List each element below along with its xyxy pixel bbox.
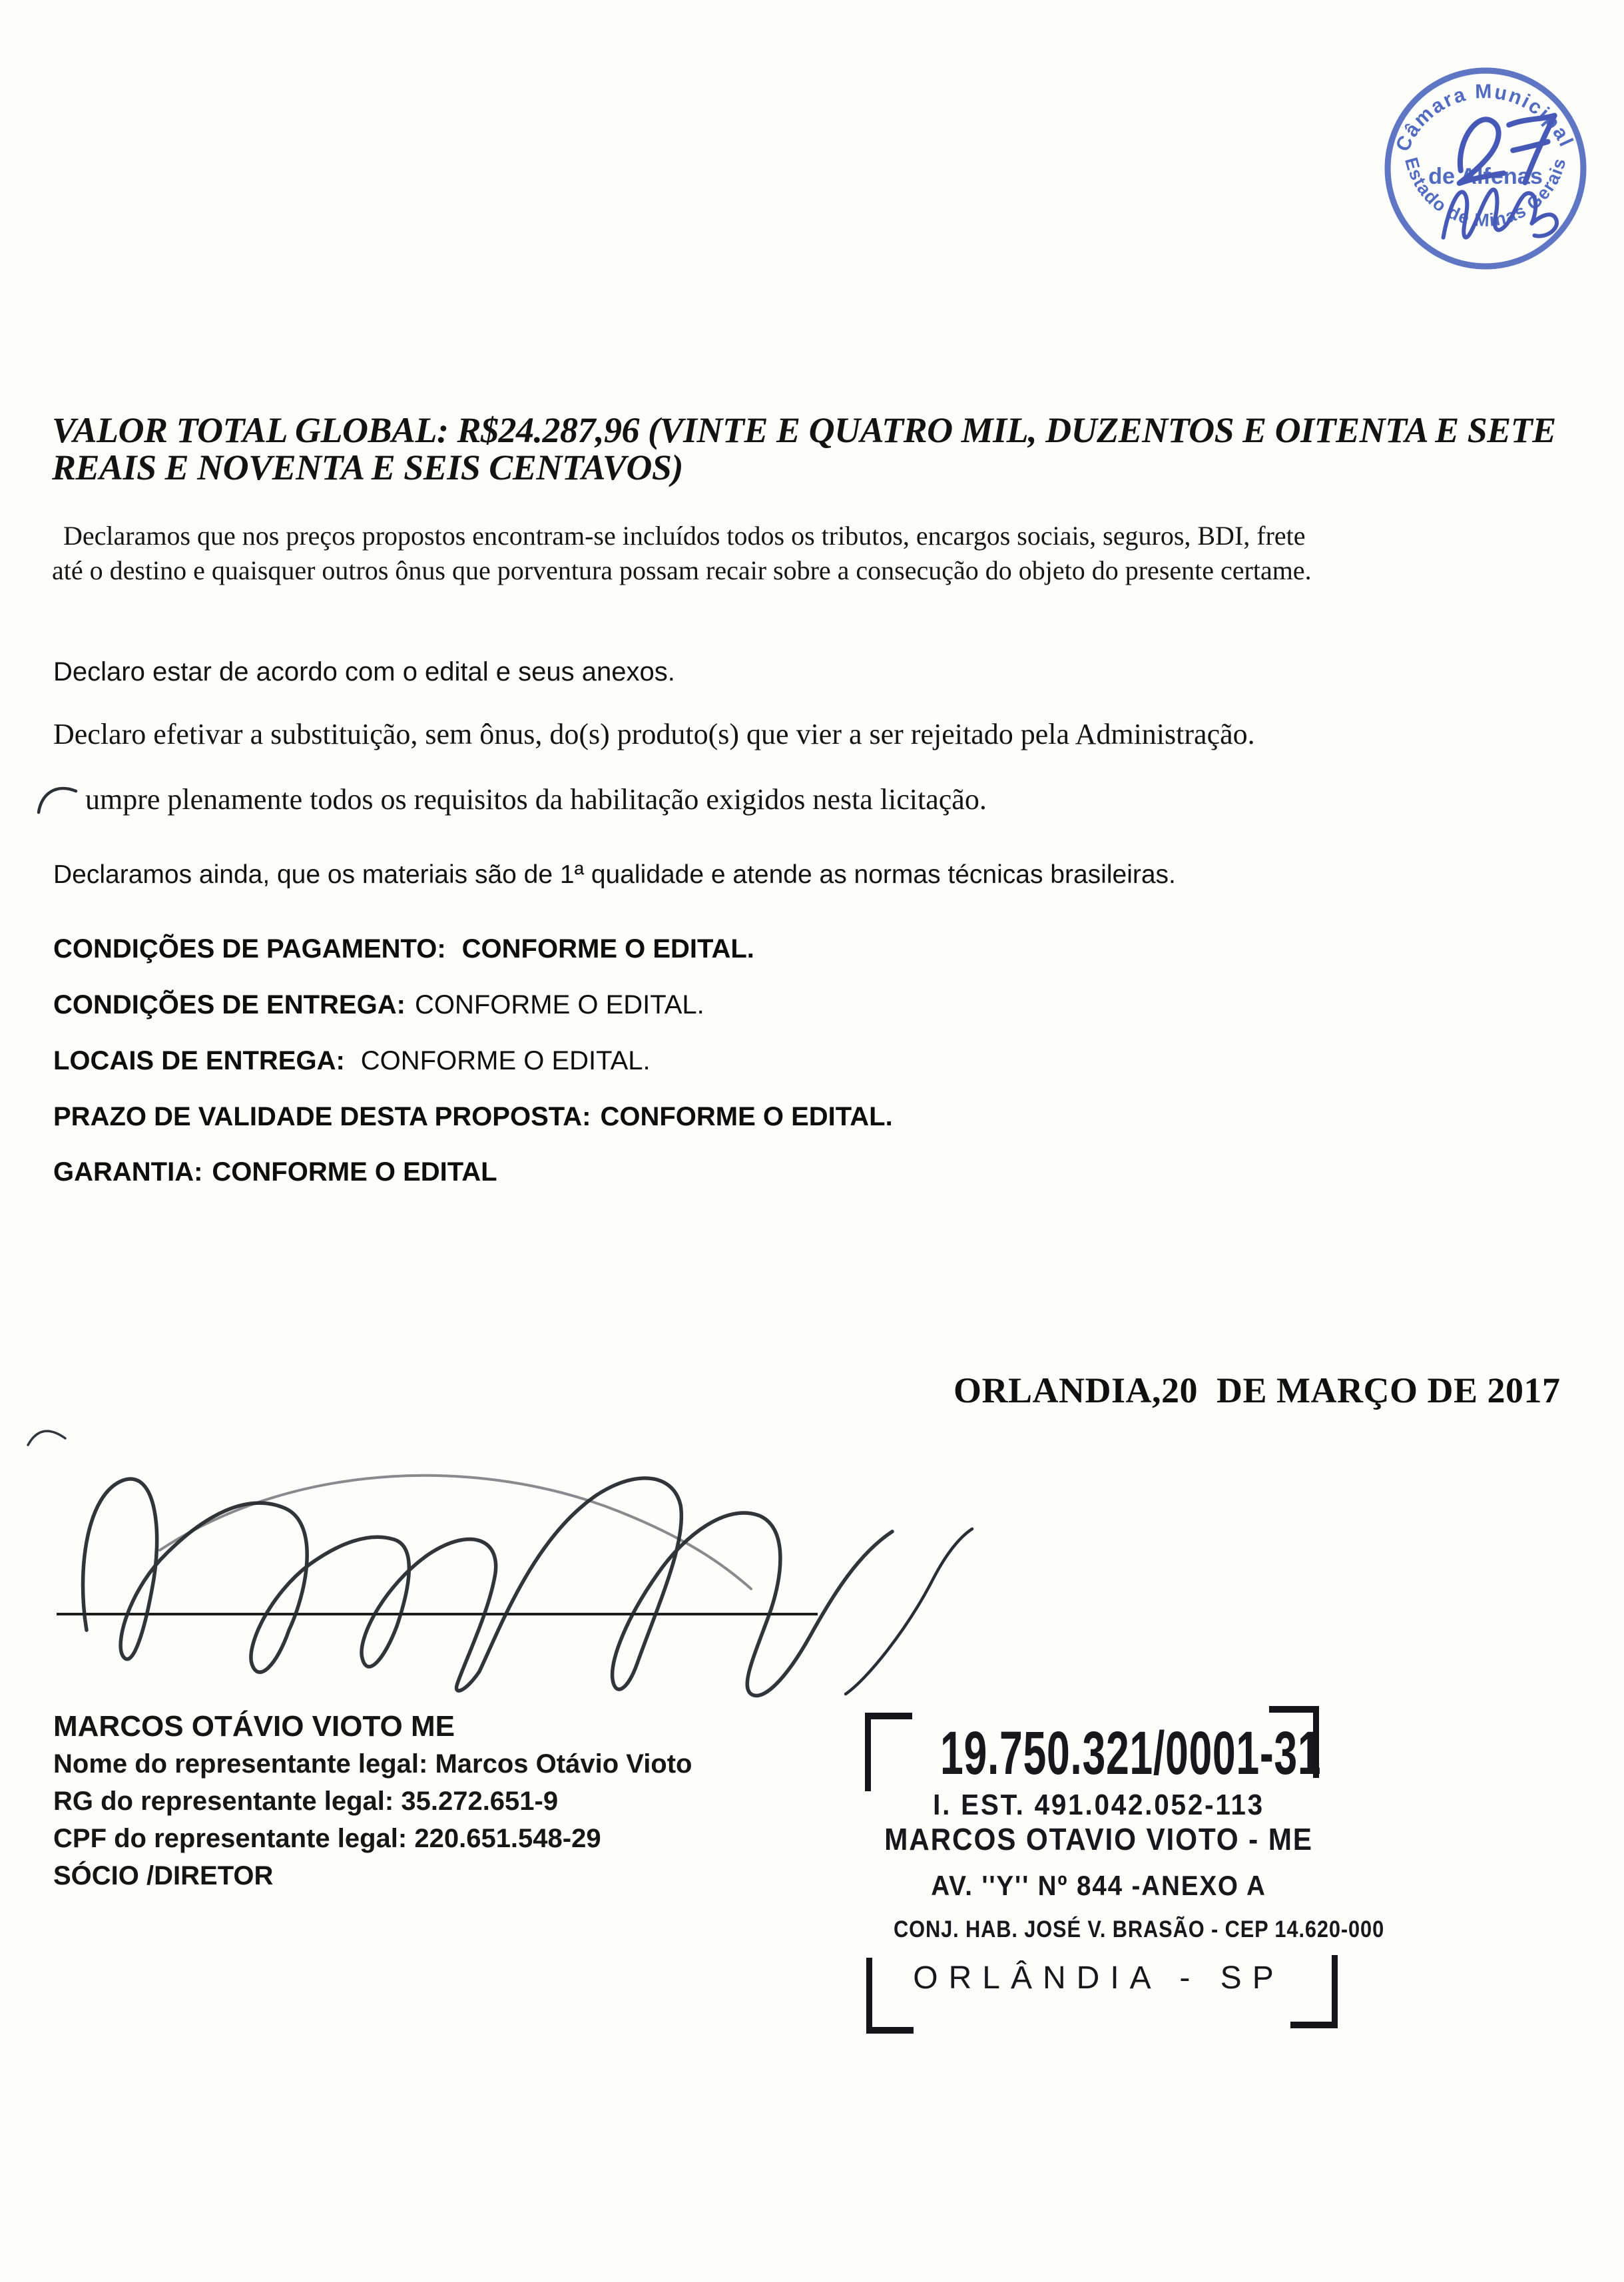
condition-label: GARANTIA: (53, 1157, 203, 1187)
condition-delivery-places (53, 1047, 651, 1075)
condition-value: CONFORME O EDITAL. (414, 990, 704, 1019)
stamp-top-text: Câmara Municipal (1392, 81, 1578, 155)
condition-label: CONDIÇÕES DE ENTREGA: (53, 990, 406, 1019)
condition-delivery-terms (53, 991, 704, 1019)
declaration-accept-edital: Declaro estar de acordo com o edital e seus anexos. (53, 657, 675, 687)
declaration-habilitation: umpre plenamente todos os requisitos da habilitação exigidos nesta licitação. (85, 783, 987, 816)
pen-stroke-c-mark (35, 778, 81, 818)
signatory-rg: RG do representante legal: 35.272.651-9 (53, 1787, 559, 1816)
city-date-line: ORLANDIA,20 DE MARÇO DE 2017 (953, 1370, 1561, 1410)
signatory-role: SÓCIO /DIRETOR (53, 1861, 274, 1890)
condition-value: CONFORME O EDITAL. (600, 1102, 893, 1131)
condition-validity (53, 1103, 893, 1131)
condition-label: CONDIÇÕES DE PAGAMENTO: (53, 934, 446, 964)
total-value-heading-line2: REAIS E NOVENTA E SEIS CENTAVOS) (52, 447, 683, 487)
condition-value: CONFORME O EDITAL. (360, 1046, 651, 1075)
handwritten-signature (20, 1417, 1019, 1703)
stamp-bottom-text: Estado de Minas Gerais (1401, 155, 1570, 231)
signatory-company-name: MARCOS OTÁVIO VIOTO ME (53, 1710, 455, 1743)
stamp-city-state: ORLÂNDIA - SP (913, 1960, 1284, 1996)
stamp-middle-text: de Alfenas (1428, 164, 1543, 190)
tax-declaration-line1: Declaramos que nos preços propostos encontram-se incluídos todos os tributos, encargos sociais, seguros, BDI, frete (63, 521, 1306, 551)
cnpj-number: 19.750.321/0001-31 (940, 1719, 1322, 1787)
signatory-legal-name: Nome do representante legal: Marcos Otávio Vioto (53, 1749, 692, 1779)
condition-label: LOCAIS DE ENTREGA: (53, 1046, 345, 1075)
signature-main-scribble (83, 1478, 892, 1696)
condition-value: CONFORME O EDITAL (212, 1157, 497, 1187)
stamp-corner-bracket-top-left (865, 1713, 912, 1791)
stamp-address-line2: CONJ. HAB. JOSÉ V. BRASÃO - CEP 14.620-000 (894, 1916, 1385, 1942)
municipal-round-stamp (1382, 63, 1589, 271)
condition-payment (53, 935, 754, 963)
state-registration: I. EST. 491.042.052-113 (933, 1789, 1264, 1821)
total-value-heading-line1: VALOR TOTAL GLOBAL: R$24.287,96 (VINTE E QUATRO MIL, DUZENTOS E OITENTA E SETE (52, 410, 1556, 450)
stamp-company-name: MARCOS OTAVIO VIOTO - ME (884, 1822, 1313, 1856)
signature-light-arch (160, 1476, 751, 1589)
tax-declaration-line2: até o destino e quaisquer outros ônus que porventura possam recair sobre a consecução do objeto do presente certame. (52, 555, 1312, 585)
condition-label: PRAZO DE VALIDADE DESTA PROPOSTA: (53, 1102, 591, 1131)
condition-value: CONFORME O EDITAL. (461, 934, 754, 964)
declaration-quality: Declaramos ainda, que os materiais são de 1ª qualidade e atende as normas técnicas brasileiras. (53, 860, 1176, 889)
condition-warranty (53, 1158, 497, 1186)
declaration-substitution: Declaro efetivar a substituição, sem ônus, do(s) produto(s) que vier a ser rejeitado pela Administração. (53, 718, 1255, 750)
stamp-address-line1: AV. ''Y'' Nº 844 -ANEXO A (931, 1870, 1266, 1901)
signatory-cpf: CPF do representante legal: 220.651.548-29 (53, 1824, 601, 1853)
signature-pen-arc (28, 1431, 65, 1445)
